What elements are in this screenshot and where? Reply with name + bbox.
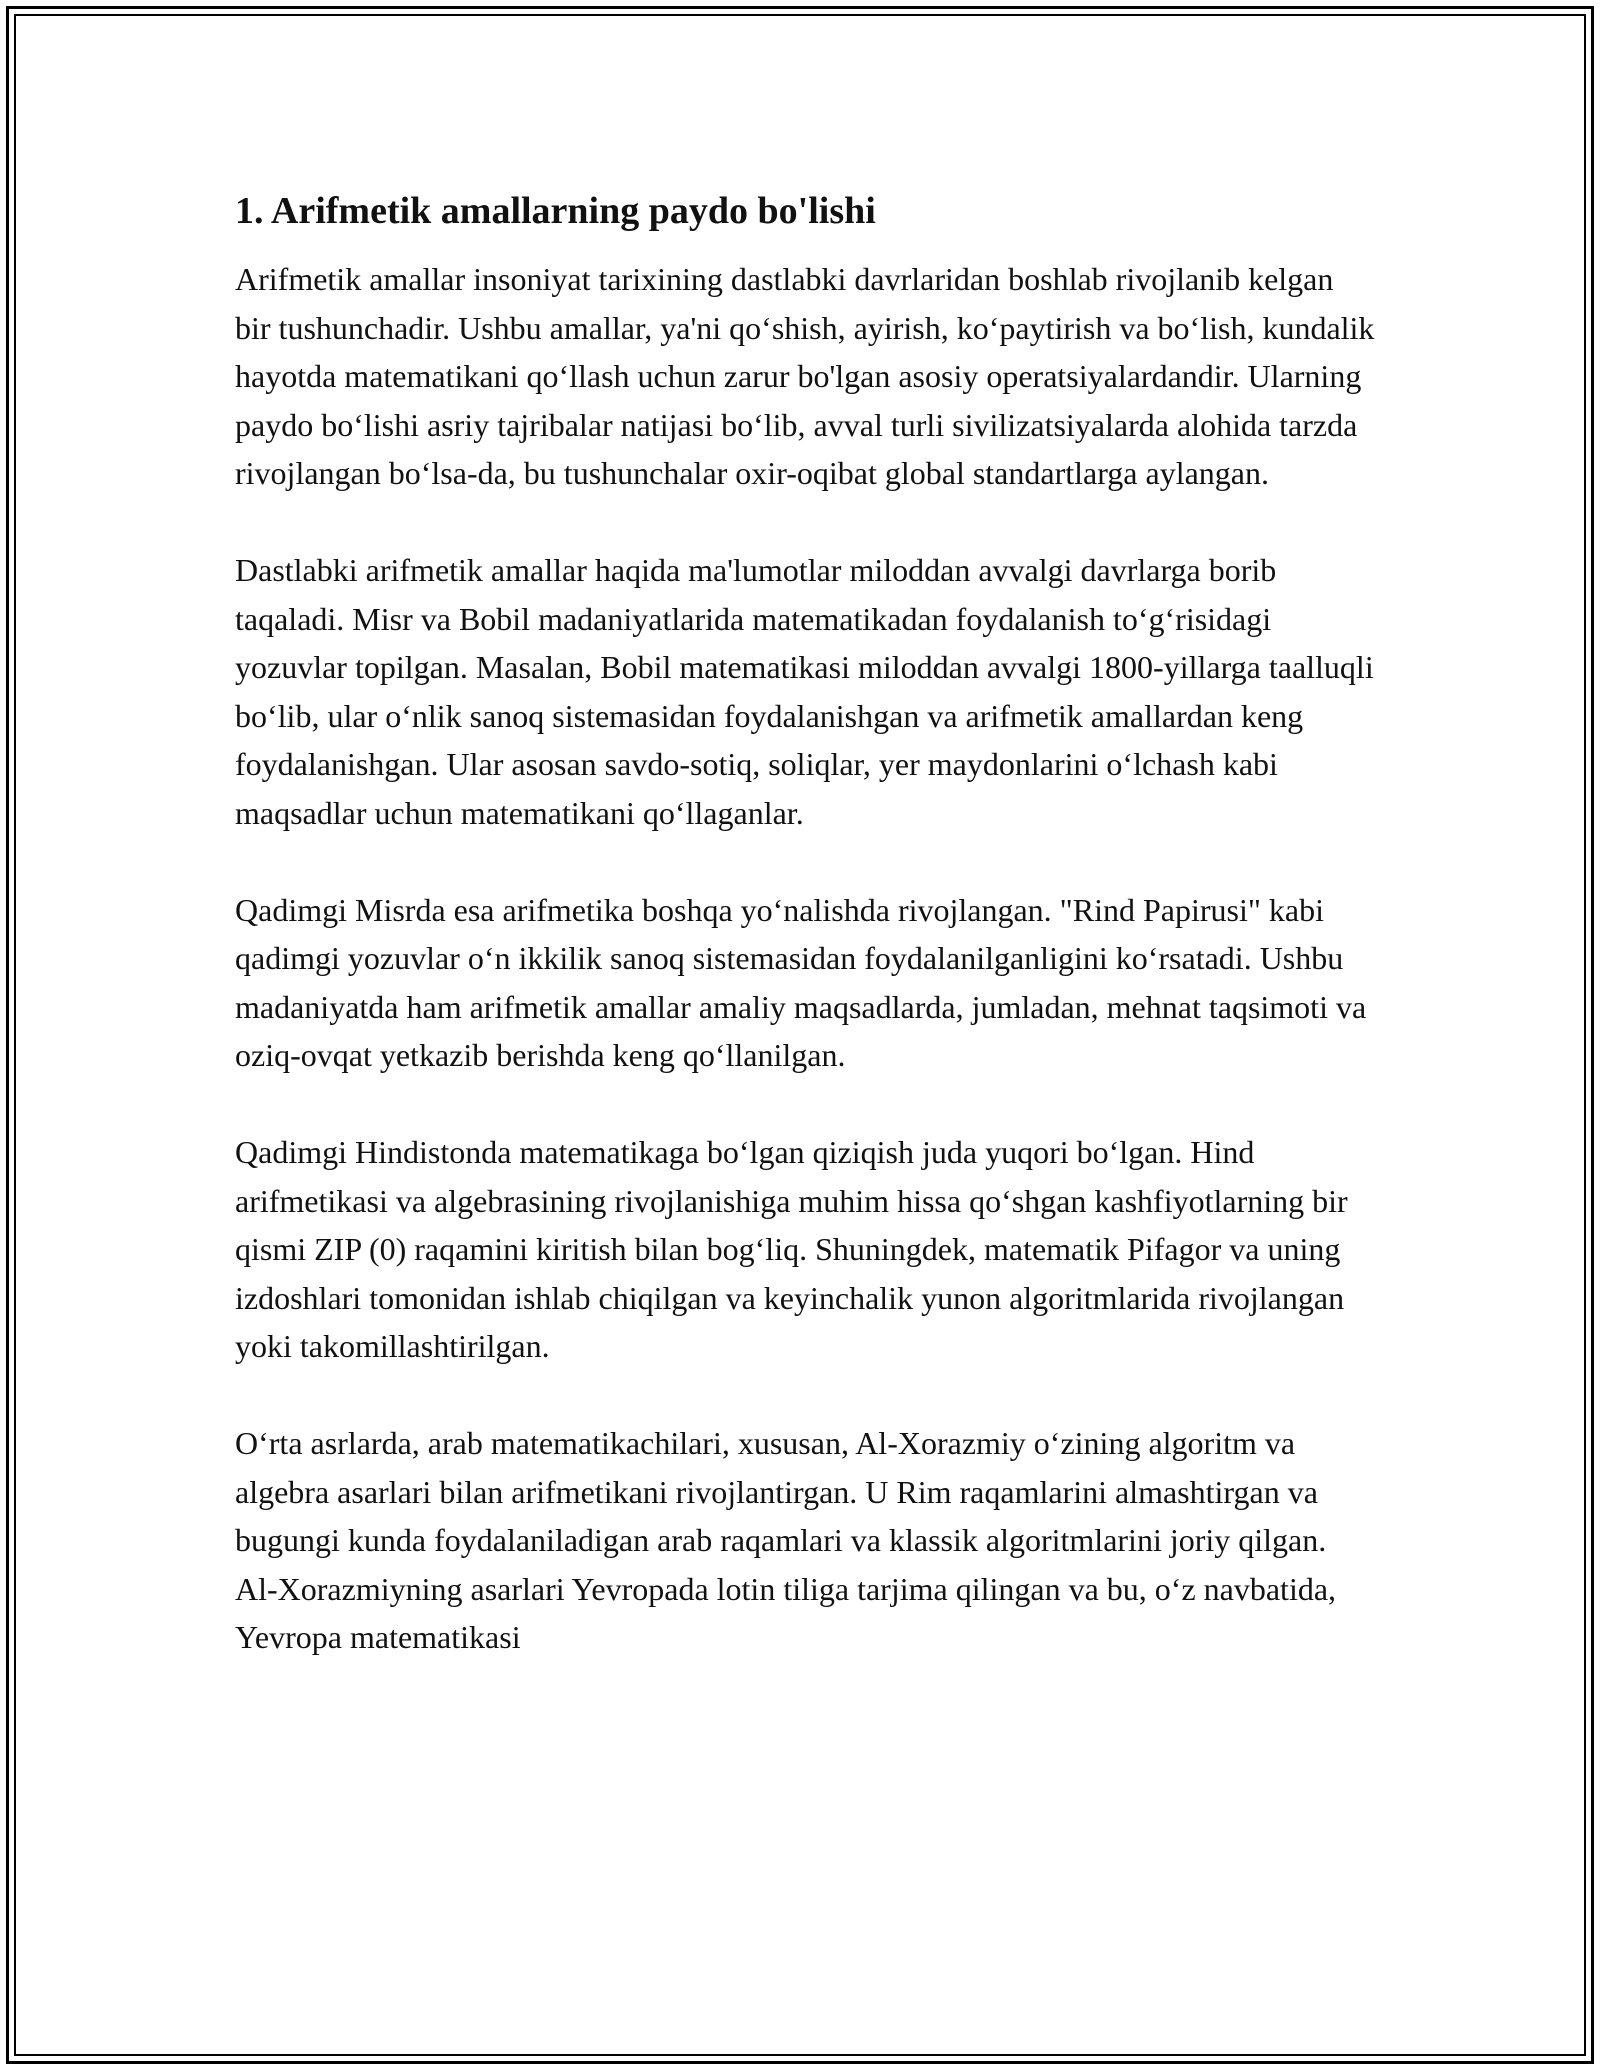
paragraph-babylon: Dastlabki arifmetik amallar haqida ma'lumotlar miloddan avvalgi davrlarga borib taqaladi. Misr va Bobil madaniyatlarida matematikadan foydalanish to‘g‘risidagi yozuvlar topilgan. Masalan, Bobil matematikasi miloddan avvalgi 1800-yillarga taalluqli bo‘lib, ular o‘nlik sanoq sistemasidan foydalanishgan va arifmetik amallardan keng foydalanishgan. Ular asosan savdo-sotiq, soliqlar, yer maydonlarini o‘lchash kabi maqsadlar uchun matematikani qo‘llaganlar. [235,552,1374,831]
paragraph-india: Qadimgi Hindistonda matematikaga bo‘lgan qiziqish juda yuqori bo‘lgan. Hind arifmetikasi va algebrasining rivojlanishiga muhim hissa qo‘shgan kashfiyotlarning bir qismi ZIP (0) raqamini kiritish bilan bog‘liq. Shuningdek, matematik Pifagor va uning izdoshlari tomonidan ishlab chiqilgan va keyinchalik yunon algoritmlarida rivojlangan yoki takomillashtirilgan. [235,1134,1348,1364]
paragraph-intro: Arifmetik amallar insoniyat tarixining dastlabki davrlaridan boshlab rivojlanib kelgan bir tushunchadir. Ushbu amallar, ya'ni qo‘shish, ayirish, ko‘paytirish va bo‘lish, kundalik hayotda matematikani qo‘llash uchun zarur bo'lgan asosiy operatsiyalardandir. Ularning paydo bo‘lishi asriy tajribalar natijasi bo‘lib, avval turli sivilizatsiyalarda alohida tarzda rivojlangan bo‘lsa-da, bu tushunchalar oxir-oqibat global standartlarga aylangan. [235,261,1375,491]
document-body [235,185,1375,1662]
paragraph-middle-ages: O‘rta asrlarda, arab matematikachilari, xususan, Al-Xorazmiy o‘zining algoritm va algebra asarlari bilan arifmetikani rivojlantirgan. U Rim raqamlarini almashtirgan va bugungi kunda foydalaniladigan arab raqamlari va klassik algoritmlarini joriy qilgan. Al-Xorazmiyning asarlari Yevropada lotin tiliga tarjima qilingan va bu, o‘z navbatida, Yevropa matematikasi [235,1425,1337,1655]
paragraph-egypt: Qadimgi Misrda esa arifmetika boshqa yo‘nalishda rivojlangan. "Rind Papirusi" kabi qadimgi yozuvlar o‘n ikkilik sanoq sistemasidan foydalanilganligini ko‘rsatadi. Ushbu madaniyatda ham arifmetik amallar amaliy maqsadlarda, jumladan, mehnat taqsimoti va oziq-ovqat yetkazib berishda keng qo‘llanilgan. [235,891,1367,1073]
section-heading: 1. Arifmetik amallarning paydo bo'lishi [235,190,876,232]
